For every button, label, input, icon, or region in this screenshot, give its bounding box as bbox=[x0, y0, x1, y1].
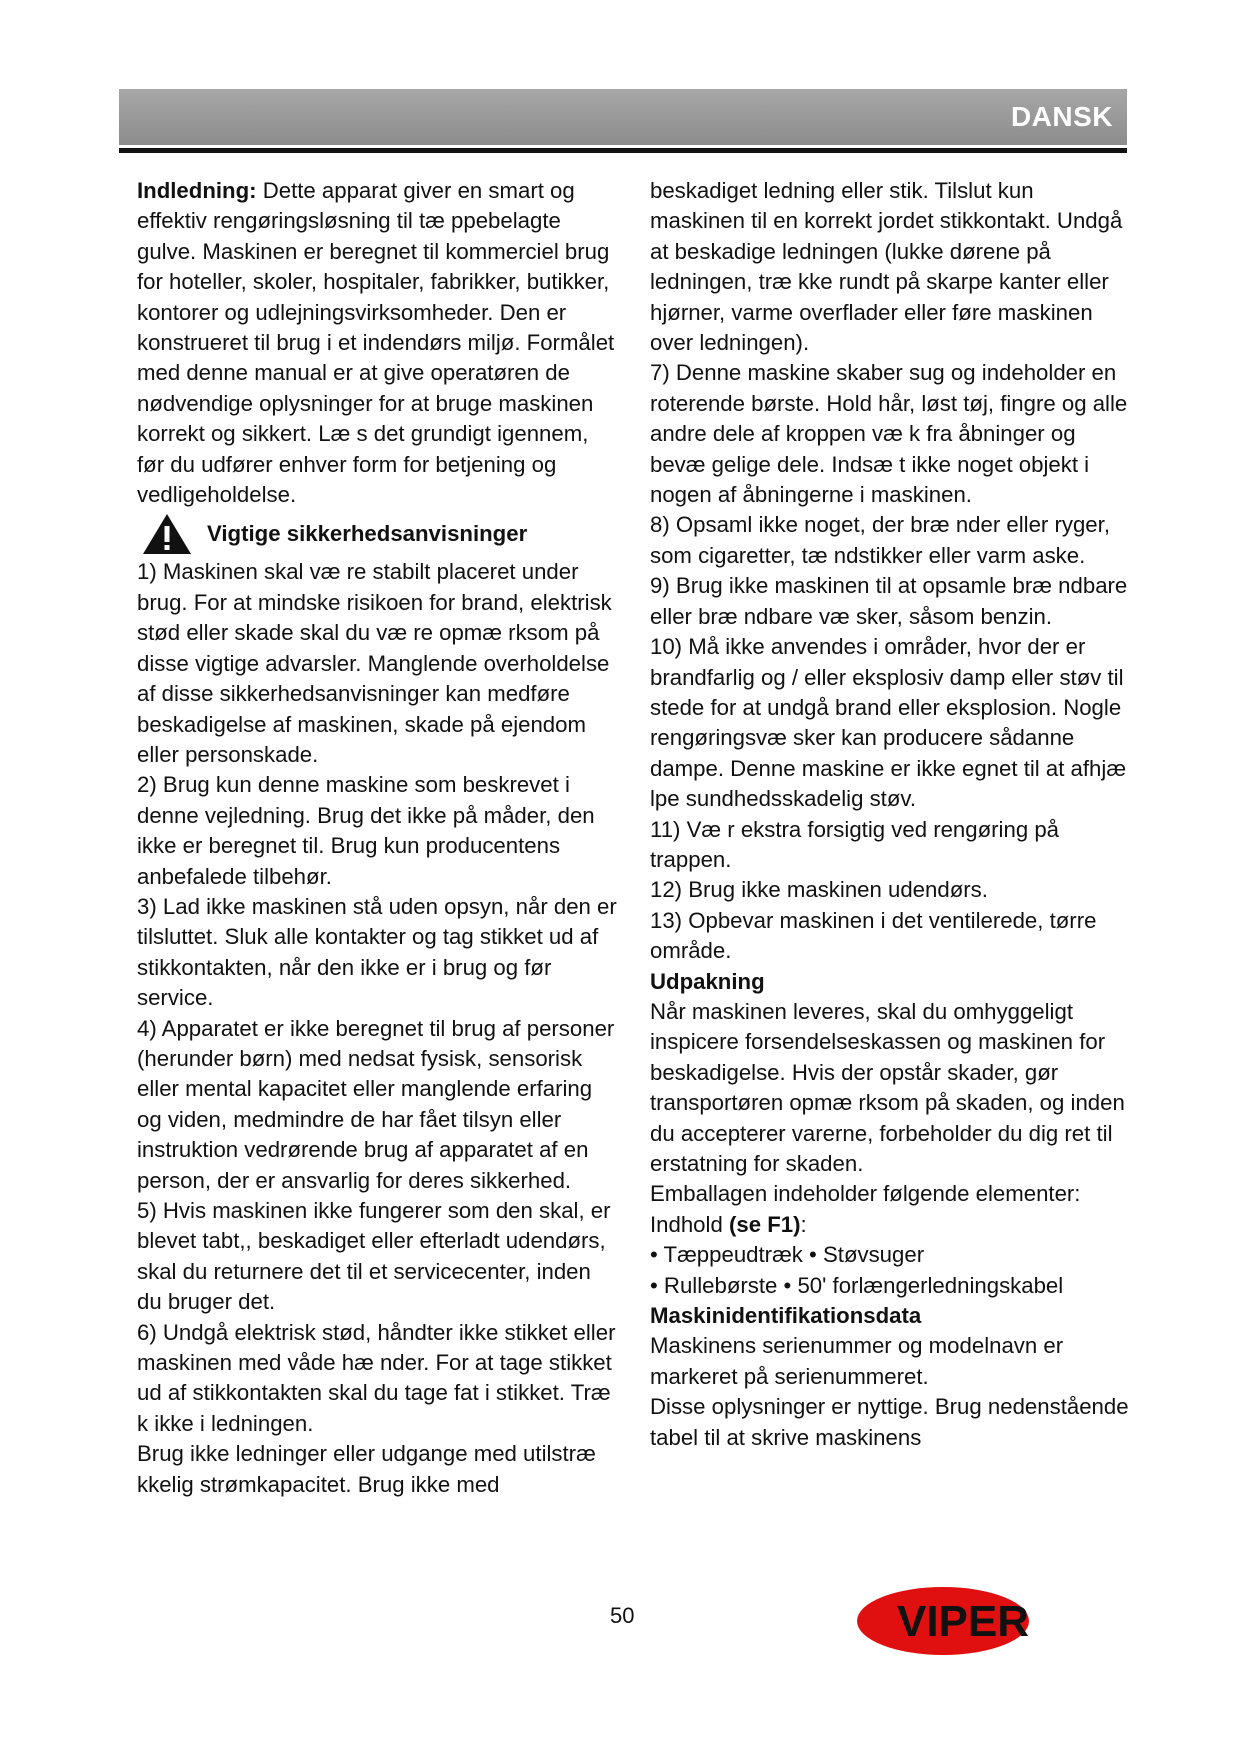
identification-text: Maskinens serienummer og modelnavn er markeret på serienummeret. bbox=[650, 1333, 1064, 1389]
page-number: 50 bbox=[610, 1603, 635, 1628]
contents-line bbox=[650, 1210, 1130, 1240]
contents-ref: (se F1) bbox=[728, 1211, 801, 1237]
safety-item: 7) Denne maskine skaber sug og indeholder en roterende børste. Hold hår, løst tøj, fingre og alle andre dele af kroppen væ k fra åbninger og bevæ gelige dele. Indsæ t ikke noget objekt i nogen af åbningerne i maskinen. bbox=[650, 360, 1128, 508]
language-label: DANSK bbox=[1010, 101, 1113, 132]
viper-logo bbox=[855, 1583, 1060, 1659]
packaging-line: Emballagen indeholder følgende elementer: bbox=[650, 1181, 1081, 1207]
identification-text: Disse oplysninger er nyttige. Brug nedenstående tabel til at skrive maskinens bbox=[650, 1394, 1129, 1450]
safety-item: 10) Må ikke anvendes i områder, hvor der er brandfarlig og / eller eksplosiv damp eller støv til stede for at undgå brand eller eksplosion. Nogle rengøringsvæ sker kan producere sådanne dampe. Denne maskine er ikke egnet til at afhjæ lpe sundhedsskadelig støv. bbox=[650, 634, 1127, 812]
safety-item: 3) Lad ikke maskinen stå uden opsyn, når den er tilsluttet. Sluk alle kontakter og tag stikket ud af stikkontakten, når den ikke er i brug og før service. bbox=[137, 893, 617, 1011]
safety-item: 1) Maskinen skal væ re stabilt placeret under brug. For at mindske risikoen for brand, elektrisk stød eller skade skal du væ re opmæ rksom på disse vigtige advarsler. Manglende overholdelse af disse sikkerhedsanvisninger kan medføre beskadigelse af maskinen, skade på ejendom eller personskade. bbox=[137, 559, 612, 767]
contents-colon: : bbox=[800, 1211, 807, 1237]
safety-heading bbox=[141, 512, 617, 556]
safety-item: 6) Undgå elektrisk stød, håndter ikke stikket eller maskinen med våde hæ nder. For at tage stikket ud af stikkontakten skal du tage fat i stikket. Træ k ikke i ledningen. bbox=[137, 1319, 616, 1436]
warning-triangle-icon bbox=[141, 512, 193, 556]
unpacking-heading: Udpakning bbox=[650, 968, 765, 994]
safety-title: Vigtige sikkerhedsanvisninger bbox=[207, 521, 528, 547]
safety-item: 11) Væ r ekstra forsigtig ved rengøring på trappen. bbox=[650, 816, 1060, 872]
right-column bbox=[650, 176, 1130, 1453]
safety-item: 12) Brug ikke maskinen udendørs. bbox=[650, 877, 988, 903]
safety-item: 9) Brug ikke maskinen til at opsamle bræ ndbare eller bræ ndbare væ sker, såsom benzin. bbox=[650, 573, 1128, 629]
contents-label: Indhold bbox=[650, 1211, 729, 1237]
header-divider bbox=[119, 148, 1127, 153]
safety-item: Brug ikke ledninger eller udgange med utilstræ kkelig strømkapacitet. Brug ikke med bbox=[137, 1441, 596, 1497]
left-column bbox=[137, 176, 617, 1500]
intro-text: Dette apparat giver en smart og effektiv rengøringsløsning til tæ ppebelagte gulve. Maskinen er beregnet til kommerciel brug for hoteller, skoler, hospitaler, fabrikker, butikker, kontorer og udlejningsvirksomheder. Den er konstrueret til brug i et indendørs miljø. Formålet med denne manual er at give operatøren de nødvendige oplysninger for at bruge maskinen korrekt og sikkert. Læ s det grundigt igennem, før du udfører enhver form for betjening og vedligeholdelse. bbox=[137, 178, 615, 508]
safety-item: 8) Opsaml ikke noget, der bræ nder eller ryger, som cigaretter, tæ ndstikker eller varm aske. bbox=[650, 512, 1110, 568]
intro-paragraph bbox=[137, 176, 617, 510]
logo-text: VIPER bbox=[896, 1597, 1030, 1646]
safety-item: 5) Hvis maskinen ikke fungerer som den skal, er blevet tabt,, beskadiget eller efterladt udendørs, skal du returnere det til et servicecenter, inden du bruger det. bbox=[137, 1198, 611, 1315]
contents-bullet: • Rullebørste • 50' forlængerledningskabel bbox=[650, 1272, 1064, 1298]
contents-bullet: • Tæppeudtræk • Støvsuger bbox=[650, 1242, 925, 1268]
safety-item: 13) Opbevar maskinen i det ventilerede, tørre område. bbox=[650, 907, 1097, 964]
header-bar bbox=[119, 89, 1127, 145]
intro-label: Indledning: bbox=[137, 178, 257, 203]
identification-heading: Maskinidentifikationsdata bbox=[650, 1303, 922, 1329]
safety-item: 4) Apparatet er ikke beregnet til brug af personer (herunder børn) med nedsat fysisk, sensorisk eller mental kapacitet eller manglende erfaring og viden, medmindre de har fået tilsyn eller instruktion vedrørende brug af apparatet af en person, der er ansvarlig for deres sikkerhed. bbox=[137, 1015, 615, 1193]
safety-item: beskadiget ledning eller stik. Tilslut kun maskinen til en korrekt jordet stikkontakt. Undgå at beskadige ledningen (lukke dørene på ledningen, træ kke rundt på skarpe kanter eller hjørner, varme overflader eller føre maskinen over ledningen). bbox=[650, 178, 1123, 356]
unpacking-text: Når maskinen leveres, skal du omhyggeligt inspicere forsendelseskassen og maskinen for beskadigelse. Hvis der opstår skader, gør transportøren opmæ rksom på skaden, og inden du accepterer varerne, forbeholder du dig ret til erstatning for skaden. bbox=[650, 998, 1125, 1176]
safety-item: 2) Brug kun denne maskine som beskrevet i denne vejledning. Brug det ikke på måder, den ikke er beregnet til. Brug kun producentens anbefalede tilbehør. bbox=[137, 772, 595, 889]
